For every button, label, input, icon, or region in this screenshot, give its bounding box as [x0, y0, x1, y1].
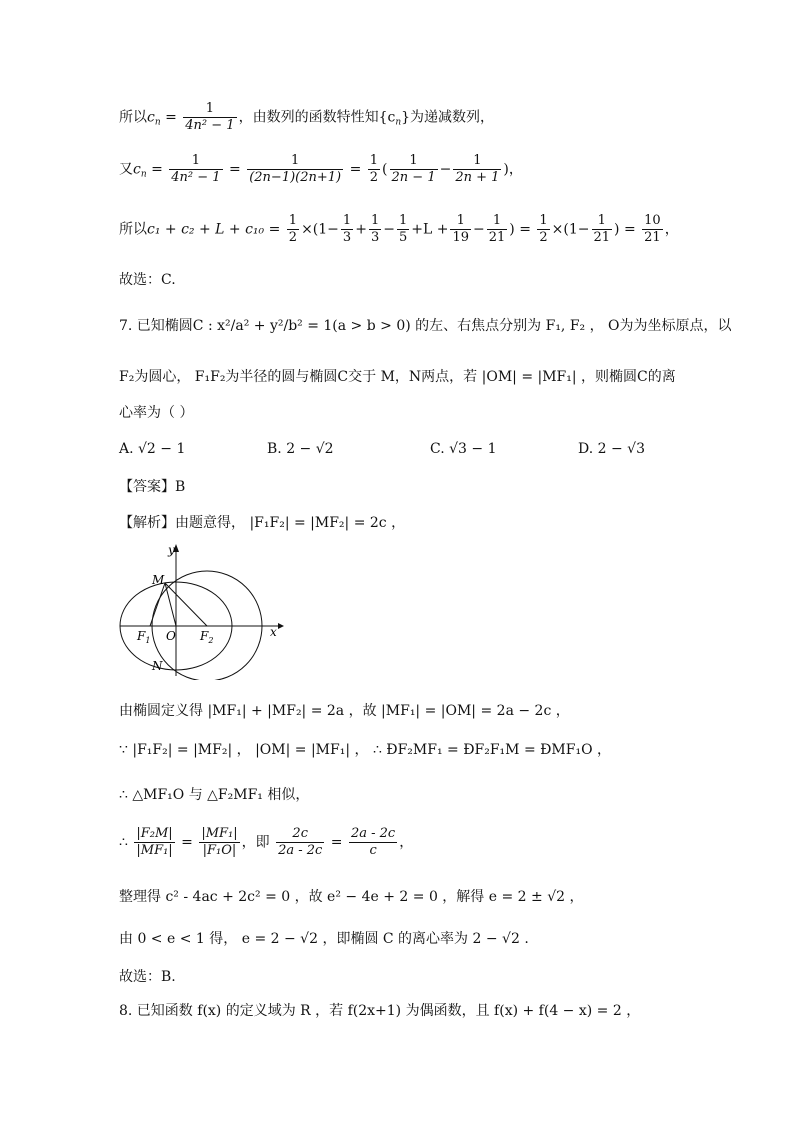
frac-den: |MF₁|	[136, 843, 173, 858]
text: 所以	[119, 109, 147, 126]
option-c: C. √3 − 1	[430, 441, 497, 457]
frac-num: 1	[183, 101, 236, 118]
fraction	[368, 153, 380, 186]
step-similar: ∴ △MF₁O 与 △F₂MF₁ 相似，	[119, 787, 310, 803]
line-choice-b: 故选：B.	[119, 969, 176, 985]
fraction: $\frac{1}{21}$	[488, 213, 506, 245]
fraction	[199, 826, 239, 859]
label-f1: $F_1$	[137, 629, 151, 645]
frac-num: |F₂M|	[136, 826, 173, 841]
frac-den: (2n−1)(2n+1)	[249, 170, 342, 185]
fraction	[453, 153, 501, 186]
step-angles: ∵ |F₁F₂| = |MF₂| ， |OM| = |MF₁| ， ∴ ÐF₂MF₁ = ÐF₂F₁M = ÐMF₁O ，	[119, 742, 612, 758]
label-y: y	[168, 543, 175, 557]
fraction: $\frac{1}{3}$	[342, 213, 352, 245]
ellipse-figure	[112, 540, 292, 680]
label-x: x	[270, 625, 277, 639]
frac-num: 1	[169, 153, 222, 170]
text: }为递减数列，	[401, 109, 495, 126]
fraction: $\frac{1}{19}$	[452, 213, 469, 245]
math-sum: c₁ + c₂ + L + c₁₀ =	[147, 221, 285, 238]
frac-num: 2a - 2c	[350, 826, 396, 841]
fraction: $\frac{10}{21}$	[644, 213, 661, 245]
option-d: D. 2 − √3	[578, 441, 645, 457]
fraction: $\frac{1}{5}$	[398, 213, 408, 245]
frac-den: 4n² − 1	[185, 118, 235, 133]
text: ，由数列的函数特性知{c	[238, 109, 396, 126]
text: ∴	[119, 834, 128, 851]
frac-num: 1	[247, 153, 343, 170]
frac-num: 2c	[276, 826, 324, 843]
fraction: $\frac{1}{3}$	[370, 213, 380, 245]
math-eq: =	[160, 109, 182, 126]
fraction	[169, 153, 222, 186]
text: ，	[664, 221, 679, 238]
question-7-line3: 心率为（ ）	[119, 405, 194, 421]
frac-den: 2a - 2c	[278, 843, 323, 858]
math-sub: n	[395, 117, 402, 128]
fraction	[276, 826, 324, 859]
question-7-line2: F₂为圆心， F₁F₂为半径的圆与椭圆C交于 M，N两点，若 |OM| = |MF₁| ，则椭圆C的离	[119, 369, 676, 385]
fraction: $\frac{1}{2}$	[288, 213, 298, 245]
text: )，	[503, 161, 523, 178]
line-cn-split: 又$c_n$ = $\frac{1}{\text{4n² − 1}}$ = $\frac{1}{(2n-1)(2n+1)}$ = $\frac{1}{2}$ ( $\frac{1}{2n - 1}$ − $\frac{1}{2n + 1}$ )，	[119, 153, 523, 185]
label-n: N	[152, 659, 163, 673]
fraction	[390, 153, 438, 186]
line-choice-c: 故选：C.	[119, 272, 176, 288]
label-f2: $F_2$	[200, 629, 214, 645]
text: 又	[119, 161, 133, 178]
text: ，	[399, 834, 414, 851]
segment-mo	[165, 583, 176, 626]
line-cn-formula	[119, 101, 494, 134]
option-b: B. 2 − √2	[267, 441, 334, 457]
text: ，即	[241, 834, 270, 851]
frac-den: 2	[369, 170, 379, 185]
segment-mf2	[165, 583, 207, 626]
answer-line: 【答案】B	[119, 479, 186, 495]
label-o: O	[166, 629, 176, 643]
frac-den: 4n² − 1	[171, 170, 221, 185]
math-var: c	[133, 161, 141, 178]
segment-mf1	[150, 583, 165, 626]
fraction: $\frac{1}{2}$	[539, 213, 548, 245]
fraction: $\frac{1}{21}$	[593, 213, 611, 245]
frac-den: 2n − 1	[391, 170, 436, 185]
step-ratio: ∴ $\frac{\text{|F₂M|}}{\text{|MF₁|}}$ = $\frac{\text{|MF₁|}}{\text{|F₁O|}}$ ，即 $\frac{2c}{2a - 2c}$ = $\frac{2a - 2c}{c}$ ，	[119, 826, 414, 858]
fraction	[349, 826, 397, 859]
fraction	[247, 153, 343, 186]
option-a: A. √2 − 1	[119, 441, 186, 457]
frac-num: 1	[369, 153, 379, 168]
fraction	[134, 826, 174, 859]
step-equation: 整理得 c² - 4ac + 2c² = 0 ，故 e² − 4e + 2 = 0 ，解得 e = 2 ± √2 ，	[119, 889, 584, 905]
question-8-line1: 8. 已知函数 f(x) 的定义域为 R ，若 f(2x+1) 为偶函数，且 f(x) + f(4 − x) = 2 ，	[119, 1003, 641, 1019]
frac-den: 2n + 1	[455, 170, 500, 185]
question-7-line1: 7. 已知椭圆C : x²/a² + y²/b² = 1(a > b > 0) 的左、右焦点分别为 F₁, F₂ ， O为为坐标原点，以	[119, 318, 732, 334]
frac-den: |F₁O|	[202, 843, 237, 858]
analysis-line: 【解析】由题意得， |F₁F₂| = |MF₂| = 2c ，	[119, 515, 406, 531]
x-arrow-icon	[278, 623, 284, 629]
math-var: c	[147, 109, 155, 126]
step-result: 由 0 < e < 1 得， e = 2 − √2 ，即椭圆 C 的离心率为 2 − √2 .	[119, 931, 529, 947]
math-sub: n	[140, 169, 147, 180]
text: 所以	[119, 221, 147, 238]
fraction	[183, 101, 236, 134]
frac-den: c	[369, 843, 377, 858]
line-sum: 所以c₁ + c₂ + L + c₁₀ = $\frac{1}{2}$ ×(1− $\frac{1}{3}$ + $\frac{1}{3}$ − $\frac{1}{5}$ +L + $\frac{1}{19}$ − $\frac{1}{21}$ ) = $\frac{1}{2}$ ×(1− $\frac{1}{21}$ ) = $\frac{10}{21}$ ，	[119, 213, 679, 245]
frac-num: |MF₁|	[201, 826, 238, 841]
label-m: M	[152, 573, 165, 587]
math-sub: n	[154, 117, 161, 128]
frac-num: 1	[453, 153, 501, 170]
frac-num: 1	[390, 153, 438, 170]
step-ellipse-definition: 由椭圆定义得 |MF₁| + |MF₂| = 2a ，故 |MF₁| = |OM| = 2a − 2c ，	[119, 703, 570, 719]
